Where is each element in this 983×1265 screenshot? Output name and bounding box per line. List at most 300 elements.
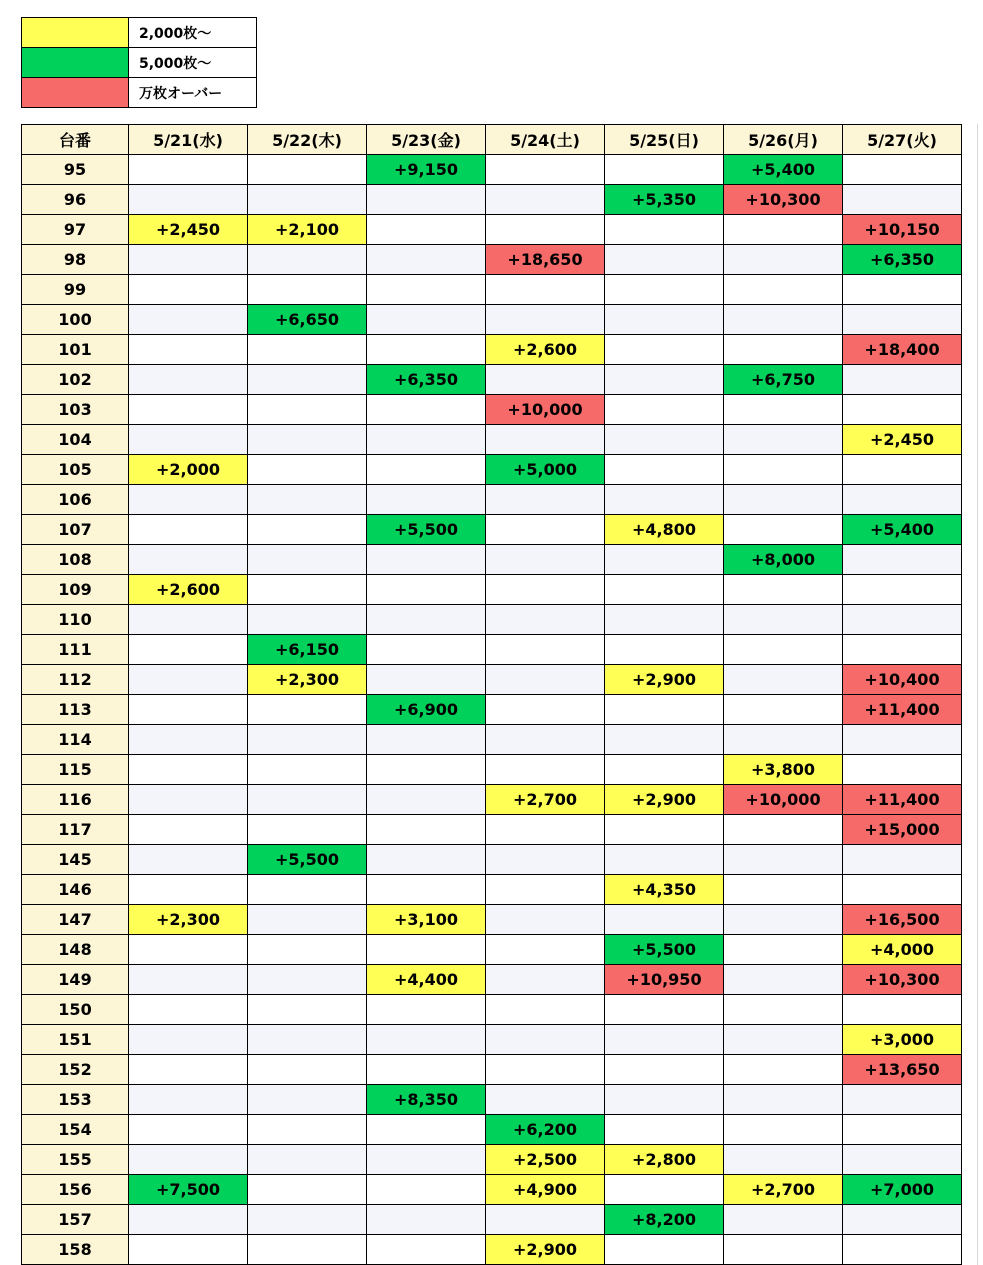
payout-cell <box>724 335 843 365</box>
payout-cell <box>367 755 486 785</box>
payout-cell: +10,950 <box>605 965 724 995</box>
legend-row <box>22 48 257 78</box>
payout-cell <box>129 335 248 365</box>
legend-label: 万枚オーバー <box>129 78 257 108</box>
table-row <box>22 1025 962 1055</box>
machine-number: 107 <box>22 515 129 545</box>
payout-cell <box>724 485 843 515</box>
payout-cell <box>486 845 605 875</box>
payout-cell <box>248 485 367 515</box>
payout-cell: +18,400 <box>843 335 962 365</box>
payout-cell <box>843 275 962 305</box>
payout-cell: +4,400 <box>367 965 486 995</box>
table-row <box>22 545 962 575</box>
machine-number: 101 <box>22 335 129 365</box>
payout-cell <box>486 185 605 215</box>
machine-number: 98 <box>22 245 129 275</box>
payout-cell: +16,500 <box>843 905 962 935</box>
payout-cell <box>248 905 367 935</box>
payout-cell: +2,000 <box>129 455 248 485</box>
payout-cell <box>129 965 248 995</box>
payout-cell <box>724 1055 843 1085</box>
payout-cell: +2,900 <box>486 1235 605 1265</box>
table-row <box>22 1115 962 1145</box>
payout-cell: +6,350 <box>843 245 962 275</box>
payout-cell <box>248 1055 367 1085</box>
machine-number: 146 <box>22 875 129 905</box>
payout-cell <box>605 725 724 755</box>
table-row <box>22 1205 962 1235</box>
payout-cell: +10,000 <box>724 785 843 815</box>
payout-cell <box>129 695 248 725</box>
payout-cell <box>843 575 962 605</box>
payout-cell <box>129 875 248 905</box>
payout-cell: +4,800 <box>605 515 724 545</box>
payout-cell <box>843 545 962 575</box>
payout-cell <box>843 875 962 905</box>
table-row <box>22 1145 962 1175</box>
machine-number-header: 台番 <box>22 125 129 155</box>
payout-cell <box>248 1085 367 1115</box>
payout-cell: +8,350 <box>367 1085 486 1115</box>
payout-cell <box>129 1115 248 1145</box>
payout-cell <box>486 665 605 695</box>
table-row <box>22 965 962 995</box>
payout-cell <box>486 485 605 515</box>
payout-cell <box>724 515 843 545</box>
machine-number: 156 <box>22 1175 129 1205</box>
payout-cell <box>605 845 724 875</box>
machine-number: 96 <box>22 185 129 215</box>
payout-cell: +2,100 <box>248 215 367 245</box>
payout-cell <box>486 635 605 665</box>
payout-cell: +6,750 <box>724 365 843 395</box>
payout-cell <box>843 1115 962 1145</box>
payout-cell <box>843 755 962 785</box>
payout-cell <box>605 1175 724 1205</box>
payout-cell <box>248 425 367 455</box>
payout-cell <box>486 965 605 995</box>
machine-number: 99 <box>22 275 129 305</box>
machine-number: 108 <box>22 545 129 575</box>
payout-cell <box>129 425 248 455</box>
machine-number: 145 <box>22 845 129 875</box>
payout-cell <box>129 395 248 425</box>
payout-cell <box>724 875 843 905</box>
payout-cell: +11,400 <box>843 785 962 815</box>
payout-cell <box>843 1205 962 1235</box>
payout-cell: +2,450 <box>129 215 248 245</box>
payout-cell <box>248 365 367 395</box>
payout-cell <box>248 455 367 485</box>
payout-cell <box>367 335 486 365</box>
payout-cell <box>367 1205 486 1235</box>
machine-number: 149 <box>22 965 129 995</box>
payout-cell <box>129 785 248 815</box>
machine-number: 105 <box>22 455 129 485</box>
payout-cell <box>367 395 486 425</box>
table-row <box>22 185 962 215</box>
payout-cell <box>486 1085 605 1115</box>
payout-cell <box>843 395 962 425</box>
payout-cell <box>724 575 843 605</box>
payout-cell: +5,400 <box>724 155 843 185</box>
payout-cell <box>486 515 605 545</box>
table-row <box>22 995 962 1025</box>
payout-cell <box>843 1235 962 1265</box>
day-header: 5/26(月) <box>724 125 843 155</box>
right-divider <box>977 124 978 1265</box>
payout-cell <box>129 755 248 785</box>
payout-cell <box>605 1025 724 1055</box>
day-header: 5/25(日) <box>605 125 724 155</box>
payout-cell <box>605 395 724 425</box>
payout-cell <box>248 275 367 305</box>
table-row <box>22 695 962 725</box>
payout-cell <box>605 1235 724 1265</box>
payout-cell: +6,650 <box>248 305 367 335</box>
payout-cell: +5,500 <box>248 845 367 875</box>
payout-cell <box>129 305 248 335</box>
payout-cell: +5,500 <box>367 515 486 545</box>
payout-cell <box>486 995 605 1025</box>
payout-cell <box>129 365 248 395</box>
payout-cell <box>724 275 843 305</box>
day-header: 5/24(土) <box>486 125 605 155</box>
payout-cell <box>367 1175 486 1205</box>
payout-cell <box>367 995 486 1025</box>
payout-cell: +5,350 <box>605 185 724 215</box>
machine-number: 110 <box>22 605 129 635</box>
table-row <box>22 515 962 545</box>
payout-cell <box>724 605 843 635</box>
payout-table <box>21 124 962 1265</box>
payout-cell <box>486 155 605 185</box>
payout-cell <box>248 875 367 905</box>
payout-cell <box>843 305 962 335</box>
payout-cell <box>367 485 486 515</box>
table-row <box>22 215 962 245</box>
payout-cell <box>129 1205 248 1235</box>
payout-cell <box>129 485 248 515</box>
payout-cell <box>724 1145 843 1175</box>
payout-cell <box>486 305 605 335</box>
table-row <box>22 335 962 365</box>
payout-cell <box>129 185 248 215</box>
payout-cell <box>367 455 486 485</box>
payout-cell <box>605 245 724 275</box>
payout-cell <box>248 1145 367 1175</box>
payout-cell <box>843 455 962 485</box>
machine-number: 158 <box>22 1235 129 1265</box>
table-row <box>22 665 962 695</box>
payout-cell <box>605 1115 724 1145</box>
payout-cell <box>486 1205 605 1235</box>
payout-cell: +6,200 <box>486 1115 605 1145</box>
table-row <box>22 365 962 395</box>
payout-cell <box>248 605 367 635</box>
payout-cell <box>129 1235 248 1265</box>
payout-cell <box>248 815 367 845</box>
table-row <box>22 575 962 605</box>
payout-cell: +8,200 <box>605 1205 724 1235</box>
payout-cell <box>724 665 843 695</box>
legend-swatch <box>22 48 129 78</box>
payout-cell <box>367 305 486 335</box>
payout-cell <box>367 575 486 605</box>
payout-cell <box>129 1025 248 1055</box>
payout-cell: +4,000 <box>843 935 962 965</box>
payout-cell: +2,600 <box>129 575 248 605</box>
payout-cell <box>486 725 605 755</box>
payout-cell <box>605 635 724 665</box>
payout-cell <box>724 725 843 755</box>
payout-cell <box>605 455 724 485</box>
payout-cell: +6,900 <box>367 695 486 725</box>
payout-cell <box>724 845 843 875</box>
payout-cell: +2,450 <box>843 425 962 455</box>
machine-number: 114 <box>22 725 129 755</box>
table-row <box>22 275 962 305</box>
payout-cell <box>724 215 843 245</box>
payout-cell <box>129 665 248 695</box>
payout-cell <box>605 155 724 185</box>
payout-cell <box>724 905 843 935</box>
payout-cell <box>605 545 724 575</box>
payout-cell <box>129 635 248 665</box>
machine-number: 153 <box>22 1085 129 1115</box>
table-row <box>22 725 962 755</box>
payout-cell <box>724 425 843 455</box>
legend-label: 5,000枚～ <box>129 48 257 78</box>
table-row <box>22 755 962 785</box>
machine-number: 152 <box>22 1055 129 1085</box>
machine-number: 151 <box>22 1025 129 1055</box>
payout-cell: +2,600 <box>486 335 605 365</box>
legend-swatch <box>22 18 129 48</box>
payout-cell <box>367 1235 486 1265</box>
table-row <box>22 635 962 665</box>
payout-cell <box>367 815 486 845</box>
payout-cell <box>843 1145 962 1175</box>
payout-cell <box>486 815 605 845</box>
payout-cell <box>843 1085 962 1115</box>
payout-cell <box>248 1175 367 1205</box>
payout-cell: +3,800 <box>724 755 843 785</box>
payout-cell <box>605 695 724 725</box>
payout-cell <box>724 1025 843 1055</box>
payout-cell <box>248 725 367 755</box>
table-row <box>22 245 962 275</box>
payout-cell <box>605 365 724 395</box>
payout-cell <box>843 845 962 875</box>
payout-cell <box>843 485 962 515</box>
payout-cell <box>724 305 843 335</box>
day-header: 5/27(火) <box>843 125 962 155</box>
payout-cell <box>248 965 367 995</box>
payout-cell <box>248 1205 367 1235</box>
table-row <box>22 155 962 185</box>
payout-cell <box>843 155 962 185</box>
payout-cell <box>367 1145 486 1175</box>
payout-cell: +2,700 <box>724 1175 843 1205</box>
machine-number: 150 <box>22 995 129 1025</box>
payout-cell <box>724 245 843 275</box>
machine-number: 103 <box>22 395 129 425</box>
payout-cell: +2,800 <box>605 1145 724 1175</box>
table-row <box>22 1085 962 1115</box>
payout-cell <box>724 455 843 485</box>
payout-cell <box>605 305 724 335</box>
legend-row <box>22 78 257 108</box>
day-header: 5/21(水) <box>129 125 248 155</box>
table-row <box>22 935 962 965</box>
machine-number: 157 <box>22 1205 129 1235</box>
machine-number: 97 <box>22 215 129 245</box>
machine-number: 154 <box>22 1115 129 1145</box>
table-row <box>22 1055 962 1085</box>
payout-cell <box>605 575 724 605</box>
table-row <box>22 485 962 515</box>
machine-number: 106 <box>22 485 129 515</box>
payout-cell <box>367 1025 486 1055</box>
payout-cell: +18,650 <box>486 245 605 275</box>
payout-cell <box>367 1055 486 1085</box>
payout-cell <box>129 275 248 305</box>
payout-cell: +4,900 <box>486 1175 605 1205</box>
payout-cell: +6,350 <box>367 365 486 395</box>
payout-cell: +3,000 <box>843 1025 962 1055</box>
machine-number: 111 <box>22 635 129 665</box>
payout-cell <box>486 425 605 455</box>
payout-cell <box>605 335 724 365</box>
table-row <box>22 815 962 845</box>
table-row <box>22 845 962 875</box>
payout-cell <box>129 1085 248 1115</box>
machine-number: 147 <box>22 905 129 935</box>
payout-cell: +5,400 <box>843 515 962 545</box>
payout-cell <box>248 695 367 725</box>
payout-cell <box>843 635 962 665</box>
table-row <box>22 1175 962 1205</box>
payout-cell <box>605 995 724 1025</box>
legend-row <box>22 18 257 48</box>
payout-cell <box>724 1115 843 1145</box>
payout-cell <box>724 935 843 965</box>
machine-number: 148 <box>22 935 129 965</box>
payout-cell <box>248 995 367 1025</box>
payout-cell <box>367 605 486 635</box>
table-row <box>22 395 962 425</box>
payout-cell <box>486 605 605 635</box>
payout-cell <box>605 605 724 635</box>
payout-cell <box>843 995 962 1025</box>
payout-cell <box>129 245 248 275</box>
payout-cell: +7,500 <box>129 1175 248 1205</box>
payout-cell <box>248 785 367 815</box>
payout-cell <box>724 695 843 725</box>
payout-cell <box>486 275 605 305</box>
payout-cell: +2,300 <box>129 905 248 935</box>
payout-cell <box>129 155 248 185</box>
color-legend <box>21 17 257 108</box>
payout-cell <box>367 665 486 695</box>
table-row <box>22 425 962 455</box>
payout-cell: +2,500 <box>486 1145 605 1175</box>
payout-cell: +8,000 <box>724 545 843 575</box>
payout-cell: +6,150 <box>248 635 367 665</box>
payout-cell <box>486 905 605 935</box>
payout-cell: +10,400 <box>843 665 962 695</box>
payout-cell <box>724 815 843 845</box>
day-header: 5/23(金) <box>367 125 486 155</box>
payout-cell <box>248 935 367 965</box>
payout-cell <box>843 605 962 635</box>
payout-cell <box>367 185 486 215</box>
payout-cell <box>248 515 367 545</box>
payout-cell: +10,300 <box>843 965 962 995</box>
table-row <box>22 875 962 905</box>
payout-cell <box>367 425 486 455</box>
payout-cell: +5,000 <box>486 455 605 485</box>
payout-cell <box>724 395 843 425</box>
payout-cell <box>486 755 605 785</box>
machine-number: 117 <box>22 815 129 845</box>
payout-cell: +2,300 <box>248 665 367 695</box>
payout-cell <box>367 635 486 665</box>
payout-cell: +15,000 <box>843 815 962 845</box>
payout-cell <box>843 365 962 395</box>
payout-cell <box>248 155 367 185</box>
payout-cell <box>129 545 248 575</box>
payout-cell <box>248 575 367 605</box>
payout-cell <box>724 1085 843 1115</box>
payout-cell <box>605 425 724 455</box>
table-header-row <box>22 125 962 155</box>
machine-number: 155 <box>22 1145 129 1175</box>
payout-cell <box>248 245 367 275</box>
payout-cell: +13,650 <box>843 1055 962 1085</box>
table-row <box>22 785 962 815</box>
payout-cell <box>605 275 724 305</box>
table-row <box>22 305 962 335</box>
payout-cell <box>129 515 248 545</box>
machine-number: 116 <box>22 785 129 815</box>
payout-cell <box>248 1025 367 1055</box>
payout-cell: +2,900 <box>605 785 724 815</box>
payout-cell: +5,500 <box>605 935 724 965</box>
payout-cell <box>129 605 248 635</box>
payout-cell <box>486 1055 605 1085</box>
payout-cell <box>605 1055 724 1085</box>
payout-cell <box>248 395 367 425</box>
payout-cell <box>724 635 843 665</box>
table-row <box>22 905 962 935</box>
legend-swatch <box>22 78 129 108</box>
payout-cell <box>367 545 486 575</box>
payout-cell <box>367 1115 486 1145</box>
payout-cell: +9,150 <box>367 155 486 185</box>
payout-cell <box>605 215 724 245</box>
payout-cell <box>486 935 605 965</box>
payout-cell: +3,100 <box>367 905 486 935</box>
payout-cell <box>129 725 248 755</box>
payout-cell <box>486 545 605 575</box>
payout-cell: +11,400 <box>843 695 962 725</box>
payout-cell <box>486 875 605 905</box>
payout-cell <box>248 185 367 215</box>
payout-cell <box>486 365 605 395</box>
